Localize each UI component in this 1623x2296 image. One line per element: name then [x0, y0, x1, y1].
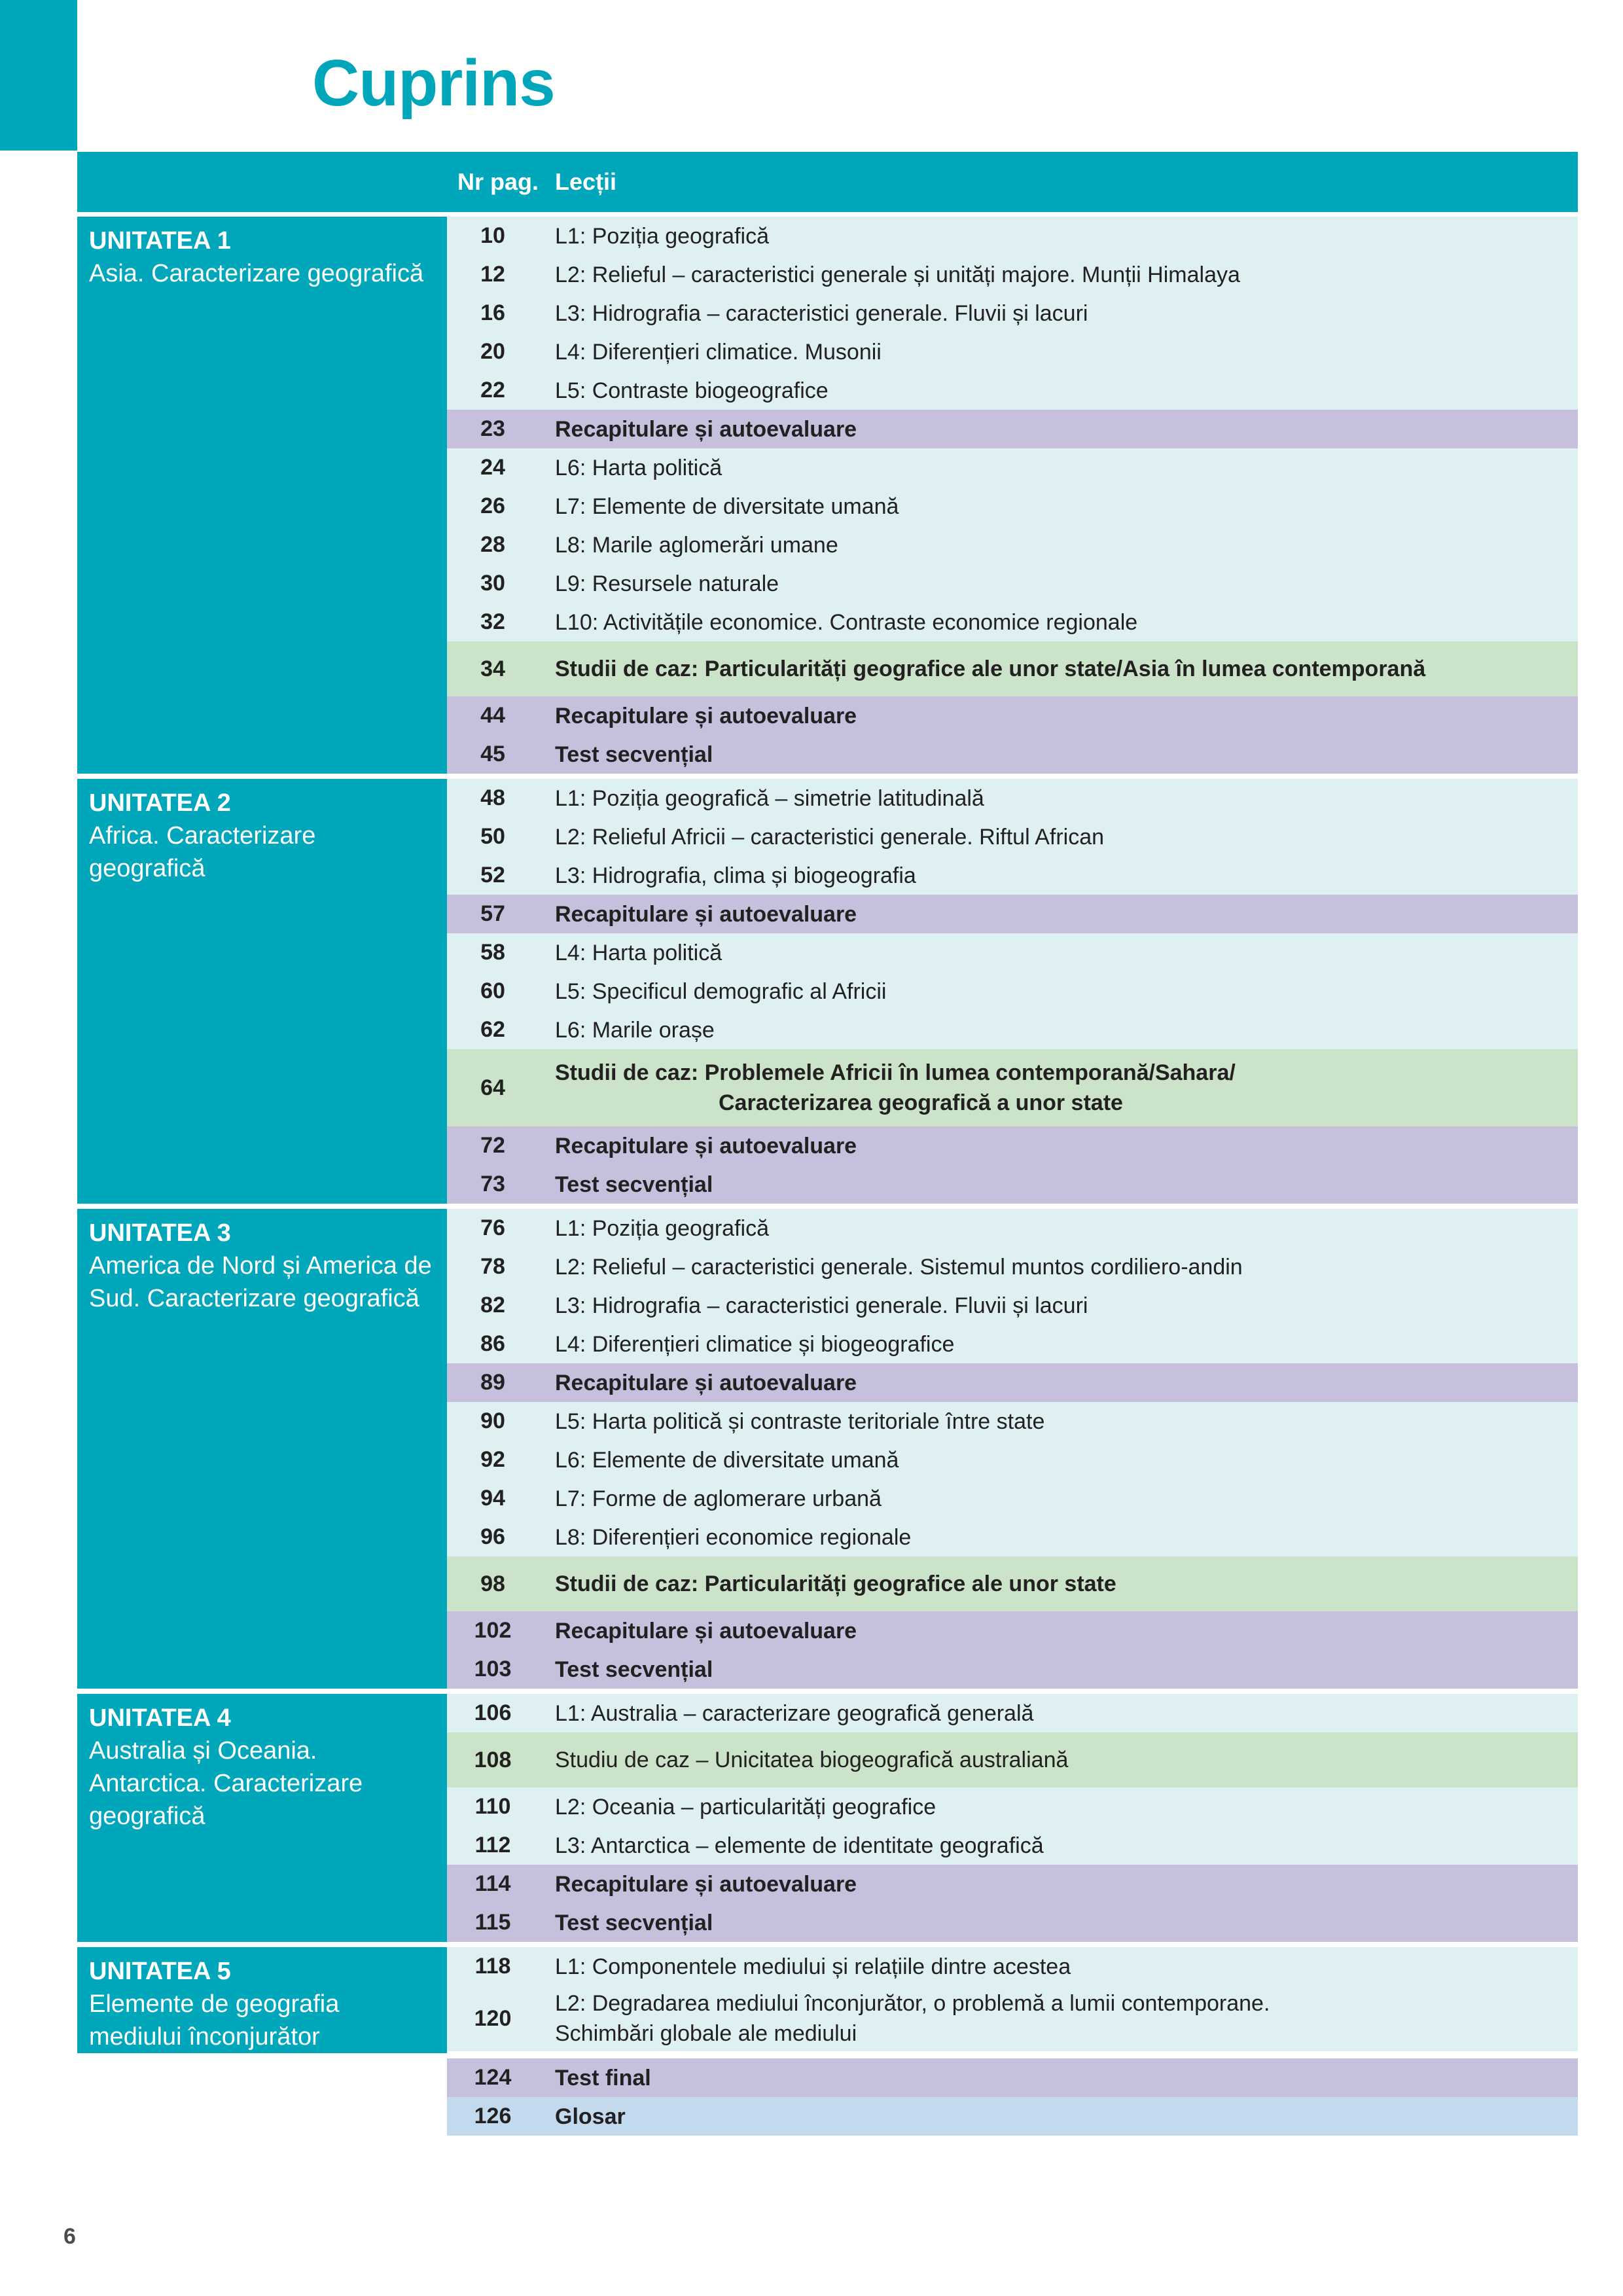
- toc-row: [447, 2097, 1578, 2136]
- row-title: L8: Diferențieri economice regionale: [555, 1524, 912, 1550]
- row-page-number: 102: [474, 1618, 512, 1643]
- toc-row: [447, 1286, 1578, 1325]
- unit-section-1: [77, 217, 1578, 774]
- footer-page-number: 6: [63, 2224, 76, 2249]
- row-title: Test final: [555, 2065, 651, 2090]
- toc-row: [447, 895, 1578, 933]
- unit-section-5: [77, 1947, 1578, 2053]
- row-page-number: 12: [480, 262, 505, 287]
- row-page-number: 72: [480, 1133, 505, 1158]
- row-title-line: Caracterizarea geografică a unor state: [719, 1090, 1123, 1115]
- unit-label: [77, 779, 447, 1204]
- row-page-number: 26: [480, 493, 505, 518]
- unit-rows: [447, 1947, 1578, 2053]
- toc-row: [447, 1865, 1578, 1903]
- toc-row: [447, 448, 1578, 487]
- row-page-number: 45: [480, 742, 505, 766]
- row-title-line: Schimbări globale ale mediului: [555, 2021, 857, 2046]
- toc-row: [447, 332, 1578, 371]
- toc-row: [447, 1247, 1578, 1286]
- row-page-number: 64: [480, 1075, 505, 1100]
- row-page-number: 103: [474, 1657, 512, 1681]
- unit-label-subtitle: America de Nord și America de Sud. Caracterizare geografică: [89, 1252, 432, 1312]
- row-title: L6: Elemente de diversitate umană: [555, 1447, 899, 1473]
- unit-label-title: UNITATEA 2: [89, 789, 231, 817]
- row-page-number: 44: [480, 703, 505, 728]
- toc-row: [447, 1903, 1578, 1942]
- row-page-number: 28: [480, 532, 505, 557]
- row-title-line: L2: Degradarea mediului înconjurător, o problemă a lumii contemporane.: [555, 1991, 1270, 2016]
- toc-row: [447, 1363, 1578, 1402]
- toc-row: [447, 1165, 1578, 1204]
- row-title: [539, 1988, 1578, 2049]
- toc-row: [447, 603, 1578, 641]
- row-page-number: 98: [480, 1571, 505, 1596]
- row-title: L5: Harta politică și contraste teritoriale între state: [555, 1408, 1045, 1434]
- row-title: Recapitulare și autoevaluare: [555, 1370, 857, 1395]
- row-title: Recapitulare și autoevaluare: [555, 703, 857, 728]
- row-title: Test secvențial: [555, 1910, 713, 1935]
- column-header-lectii: Lecții: [555, 168, 617, 195]
- unit-section-2: [77, 779, 1578, 1204]
- toc-row: [447, 1826, 1578, 1865]
- row-title-line: Studii de caz: Problemele Africii în lumea contemporană/Sahara/: [555, 1060, 1236, 1085]
- row-title: L6: Marile orașe: [555, 1017, 715, 1043]
- row-title: L1: Poziția geografică: [555, 1215, 769, 1241]
- row-page-number: 16: [480, 300, 505, 325]
- row-page-number: 50: [480, 824, 505, 849]
- unit-label-title: UNITATEA 1: [89, 227, 231, 255]
- row-title: L4: Diferențieri climatice și biogeografice: [555, 1331, 955, 1357]
- row-title: L1: Australia – caracterizare geografică generală: [555, 1700, 1034, 1726]
- row-page-number: 120: [474, 2005, 512, 2031]
- row-title: Glosar: [555, 2104, 626, 2129]
- row-title: Recapitulare și autoevaluare: [555, 1133, 857, 1158]
- toc-row: [447, 972, 1578, 1011]
- row-page-number: 92: [480, 1447, 505, 1472]
- toc-row: [447, 1611, 1578, 1650]
- toc-row: [447, 1650, 1578, 1689]
- row-page-number: 48: [480, 785, 505, 810]
- row-page-number: 118: [474, 1954, 511, 1979]
- row-title: Test secvențial: [555, 742, 713, 767]
- row-title: L7: Elemente de diversitate umană: [555, 493, 899, 519]
- unit-rows: [447, 779, 1578, 1204]
- unit-rows: [447, 1694, 1578, 1942]
- row-page-number: 10: [480, 223, 505, 248]
- toc-row: [447, 933, 1578, 972]
- toc-row: [447, 1049, 1578, 1126]
- row-page-number: 96: [480, 1524, 505, 1549]
- row-title: L1: Poziția geografică: [555, 223, 769, 249]
- row-title: Studii de caz: Particularități geografice ale unor state/Asia în lumea contemporană: [555, 656, 1426, 681]
- row-page-number: 32: [480, 609, 505, 634]
- row-page-number: 94: [480, 1486, 505, 1511]
- row-title: L4: Harta politică: [555, 940, 722, 965]
- row-page-number: 34: [480, 656, 505, 681]
- unit-label: [77, 2058, 447, 2136]
- row-page-number: 86: [480, 1331, 505, 1356]
- row-title: L3: Hidrografia, clima și biogeografia: [555, 863, 916, 888]
- row-title: L3: Hidrografia – caracteristici generale. Fluvii și lacuri: [555, 300, 1088, 326]
- toc-row: [447, 371, 1578, 410]
- table-header: [77, 152, 1578, 212]
- unit-label-subtitle: Asia. Caracterizare geografică: [89, 260, 424, 287]
- toc-row: [447, 564, 1578, 603]
- unit-rows: [447, 217, 1578, 774]
- toc-table: [77, 217, 1578, 2141]
- final-section: [77, 2058, 1578, 2136]
- toc-row: [447, 1787, 1578, 1826]
- toc-row: [447, 1732, 1578, 1787]
- toc-row: [447, 487, 1578, 526]
- row-page-number: 89: [480, 1370, 505, 1395]
- toc-row: [447, 1325, 1578, 1363]
- row-page-number: 110: [474, 1794, 511, 1819]
- unit-rows: [447, 1209, 1578, 1689]
- toc-row: [447, 641, 1578, 696]
- row-title: L8: Marile aglomerări umane: [555, 532, 838, 558]
- row-page-number: 115: [474, 1910, 511, 1935]
- toc-row: [447, 2058, 1578, 2097]
- row-title: Recapitulare și autoevaluare: [555, 1618, 857, 1643]
- row-title: Test secvențial: [555, 1172, 713, 1197]
- row-page-number: 126: [474, 2104, 512, 2128]
- toc-row: [447, 735, 1578, 774]
- row-page-number: 57: [480, 901, 505, 926]
- toc-row: [447, 217, 1578, 255]
- row-page-number: 23: [480, 416, 505, 441]
- unit-label-subtitle: Elemente de geografia mediului înconjurător: [89, 1990, 340, 2051]
- row-page-number: 124: [474, 2065, 512, 2090]
- row-title: L2: Relieful – caracteristici generale și unități majore. Munții Himalaya: [555, 262, 1240, 287]
- row-page-number: 90: [480, 1408, 505, 1433]
- row-title: L3: Hidrografia – caracteristici generale. Fluvii și lacuri: [555, 1293, 1088, 1318]
- row-title: [539, 1058, 1578, 1118]
- toc-row: [447, 1402, 1578, 1441]
- row-page-number: 106: [474, 1700, 512, 1725]
- row-title: Recapitulare și autoevaluare: [555, 416, 857, 442]
- row-title: Recapitulare și autoevaluare: [555, 1871, 857, 1897]
- row-title: L5: Contraste biogeografice: [555, 378, 829, 403]
- row-title: Studiu de caz – Unicitatea biogeografică australiană: [555, 1748, 1069, 1772]
- row-title: L7: Forme de aglomerare urbană: [555, 1486, 882, 1511]
- unit-label: [77, 1947, 447, 2053]
- row-page-number: 76: [480, 1215, 505, 1240]
- row-page-number: 82: [480, 1293, 505, 1318]
- row-page-number: 78: [480, 1254, 505, 1279]
- toc-row: [447, 1947, 1578, 1986]
- corner-accent-block: [0, 0, 77, 151]
- row-page-number: 108: [474, 1747, 512, 1772]
- toc-row: [447, 1986, 1578, 2051]
- unit-label-subtitle: Africa. Caracterizare geografică: [89, 822, 316, 882]
- toc-row: [447, 1441, 1578, 1479]
- row-page-number: 30: [480, 571, 505, 596]
- row-title: L9: Resursele naturale: [555, 571, 779, 596]
- row-title: L10: Activitățile economice. Contraste economice regionale: [555, 609, 1138, 635]
- unit-section-3: [77, 1209, 1578, 1689]
- row-page-number: 114: [474, 1871, 511, 1896]
- row-page-number: 20: [480, 339, 505, 364]
- row-page-number: 62: [480, 1017, 505, 1042]
- toc-row: [447, 1011, 1578, 1049]
- row-page-number: 112: [474, 1833, 511, 1857]
- unit-section-4: [77, 1694, 1578, 1942]
- row-title: L3: Antarctica – elemente de identitate geografică: [555, 1833, 1044, 1858]
- unit-label-title: UNITATEA 5: [89, 1958, 231, 1985]
- toc-row: [447, 856, 1578, 895]
- row-page-number: 22: [480, 378, 505, 403]
- toc-row: [447, 1209, 1578, 1247]
- row-page-number: 24: [480, 455, 505, 480]
- toc-row: [447, 1479, 1578, 1518]
- toc-row: [447, 696, 1578, 735]
- toc-row: [447, 1694, 1578, 1732]
- toc-row: [447, 1126, 1578, 1165]
- toc-row: [447, 817, 1578, 856]
- toc-row: [447, 255, 1578, 294]
- toc-row: [447, 1556, 1578, 1611]
- row-title: L1: Componentele mediului și relațiile dintre acestea: [555, 1954, 1071, 1979]
- row-title: L2: Relieful Africii – caracteristici generale. Riftul African: [555, 824, 1105, 850]
- row-page-number: 60: [480, 978, 505, 1003]
- unit-label-subtitle: Australia și Oceania. Antarctica. Caracterizare geografică: [89, 1737, 363, 1830]
- row-page-number: 73: [480, 1172, 505, 1196]
- column-header-nr-pag: Nr pag.: [457, 168, 539, 195]
- toc-row: [447, 779, 1578, 817]
- unit-label: [77, 1209, 447, 1689]
- row-page-number: 58: [480, 940, 505, 965]
- unit-label-title: UNITATEA 3: [89, 1219, 231, 1247]
- toc-row: [447, 526, 1578, 564]
- row-title: Recapitulare și autoevaluare: [555, 901, 857, 927]
- row-title: L1: Poziția geografică – simetrie latitudinală: [555, 785, 984, 811]
- unit-rows: [447, 2058, 1578, 2136]
- row-title: L6: Harta politică: [555, 455, 722, 480]
- row-title: L4: Diferențieri climatice. Musonii: [555, 339, 882, 365]
- unit-label-title: UNITATEA 4: [89, 1704, 231, 1732]
- row-title: Studii de caz: Particularități geografice ale unor state: [555, 1571, 1116, 1596]
- unit-label: [77, 217, 447, 774]
- toc-row: [447, 294, 1578, 332]
- row-title: L5: Specificul demografic al Africii: [555, 978, 887, 1004]
- row-title: L2: Relieful – caracteristici generale. Sistemul muntos cordiliero-andin: [555, 1254, 1243, 1280]
- page-title: Cuprins: [312, 46, 555, 120]
- unit-label: [77, 1694, 447, 1942]
- row-page-number: 52: [480, 863, 505, 888]
- row-title: Test secvențial: [555, 1657, 713, 1682]
- toc-row: [447, 1518, 1578, 1556]
- toc-row: [447, 410, 1578, 448]
- row-title: L2: Oceania – particularități geografice: [555, 1794, 936, 1820]
